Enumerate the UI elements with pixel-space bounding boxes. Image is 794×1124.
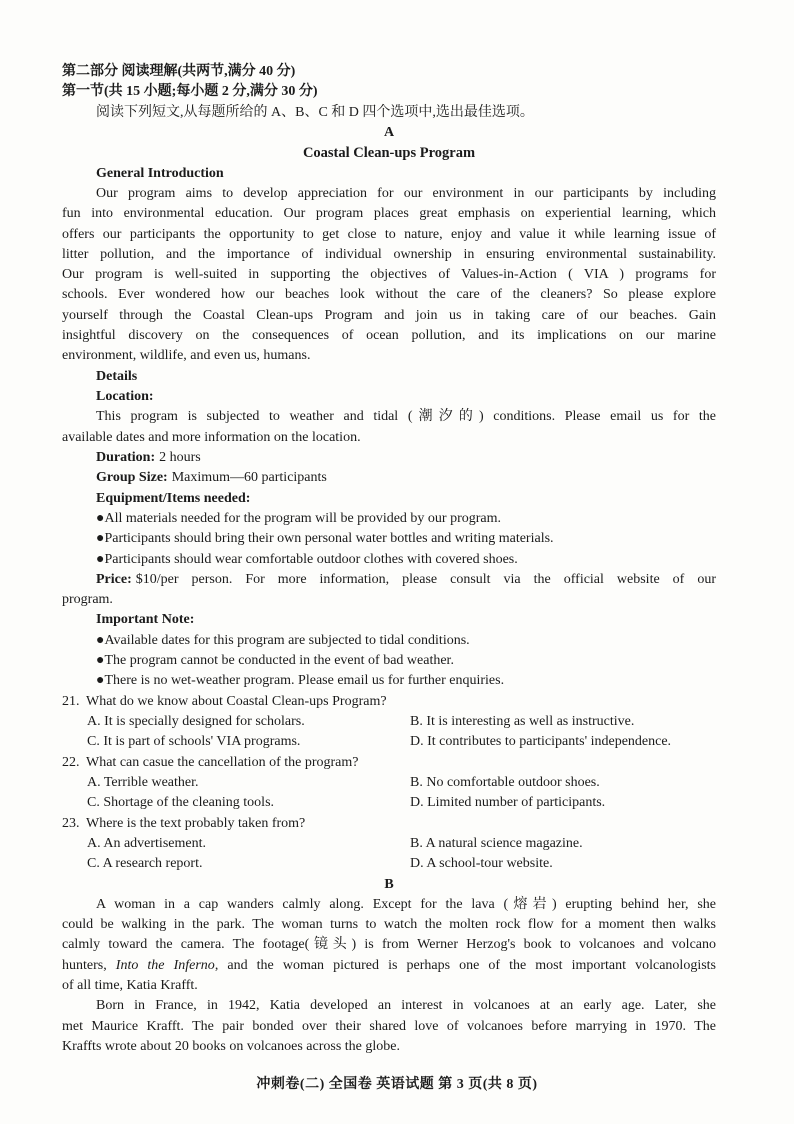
important-note-list	[62, 631, 716, 692]
paragraph-line: could be walking in the park. The woman turns to watch the molten rock flow for a moment then walks	[62, 917, 716, 933]
question-stem	[62, 692, 716, 712]
price-label: Price:	[96, 571, 132, 587]
option-a: A. Terrible weather.	[87, 774, 199, 790]
section-heading: 第一节(共 15 小题;每小题 2 分,满分 30 分)	[62, 84, 318, 100]
question-stem	[62, 753, 716, 773]
question-text: Where is the text probably taken from?	[86, 815, 306, 831]
option-row	[62, 854, 716, 874]
details-heading: Details	[96, 368, 138, 384]
option-c: C. It is part of schools' VIA programs.	[87, 734, 301, 750]
line-text: , and the woman pictured is perhaps one of the most important volcanologists	[214, 957, 716, 973]
option-b: B. It is interesting as well as instructive.	[410, 714, 635, 729]
paragraph-line	[62, 570, 716, 590]
important-note-label: Important Note:	[96, 612, 195, 628]
line-text: hunters,	[62, 957, 116, 973]
option-row	[62, 793, 716, 813]
paragraph-line: of all time, Katia Krafft.	[62, 978, 198, 994]
paragraph-line: insightful discovery on the consequences of ocean pollution, and its implications on our marine	[62, 328, 716, 344]
duration-value: 2 hours	[159, 449, 201, 465]
group-size-label: Group Size:	[96, 470, 168, 486]
option-row	[62, 712, 716, 732]
bullet-icon: ●	[96, 673, 105, 689]
paragraph-line: A woman in a cap wanders calmly along. Except for the lava (熔岩) erupting behind her, she	[96, 896, 716, 912]
question-21	[62, 692, 716, 753]
location-label: Location:	[96, 389, 154, 404]
passage-a-title: Coastal Clean-ups Program	[302, 145, 476, 162]
option-a: A. An advertisement.	[87, 835, 206, 851]
price-paragraph	[62, 570, 716, 611]
option-row	[62, 773, 716, 793]
paragraph-line: met Maurice Krafft. The pair bonded over their shared love of volcanoes before marrying in 1970. The	[62, 1018, 716, 1034]
paragraph-line: available dates and more information on the location.	[62, 429, 361, 445]
option-d: D. It contributes to participants' independence.	[410, 734, 672, 750]
bullet-icon: ●	[96, 653, 105, 669]
paragraph-line	[62, 956, 716, 976]
paragraph-line: This program is subjected to weather and tidal (潮汐的) conditions. Please email us for the	[96, 409, 716, 425]
paragraph-line: Born in France, in 1942, Katia developed an interest in volcanoes at an early age. Later, she	[96, 998, 716, 1014]
intro-heading: General Introduction	[96, 165, 224, 181]
list-item	[62, 671, 716, 691]
paragraph-line: Our program aims to develop appreciation for our environment in our participants by including	[96, 185, 716, 201]
paragraph-line: offers our participants the opportunity to get close to nature, enjoy and value it while learning issue of	[62, 226, 716, 242]
question-text: What can casue the cancellation of the program?	[86, 754, 359, 770]
question-23	[62, 814, 716, 875]
list-item-text: Participants should bring their own personal water bottles and writing materials.	[104, 531, 554, 547]
question-number: 23.	[62, 815, 80, 831]
list-item-text: There is no wet-weather program. Please email us for further enquiries.	[104, 673, 505, 689]
instructions: 阅读下列短文,从每题所给的 A、B、C 和 D 四个选项中,选出最佳选项。	[96, 104, 534, 120]
bullet-icon: ●	[96, 531, 105, 547]
option-b: B. A natural science magazine.	[410, 835, 583, 851]
option-b: B. No comfortable outdoor shoes.	[410, 774, 600, 790]
list-item-text: Available dates for this program are subjected to tidal conditions.	[104, 632, 470, 648]
list-item-text: The program cannot be conducted in the event of bad weather.	[104, 653, 454, 669]
bullet-icon: ●	[96, 551, 105, 567]
question-22	[62, 753, 716, 814]
option-d: D. A school-tour website.	[410, 856, 553, 872]
passage-b-label: B	[384, 876, 394, 892]
passage-b-paragraph-2	[62, 996, 716, 1057]
question-stem	[62, 814, 716, 834]
list-item	[62, 651, 716, 671]
equipment-label: Equipment/Items needed:	[96, 490, 251, 506]
list-item-text: Participants should wear comfortable outdoor clothes with covered shoes.	[104, 551, 518, 567]
list-item	[62, 631, 716, 651]
option-a: A. It is specially designed for scholars.	[87, 714, 305, 729]
question-number: 22.	[62, 754, 80, 770]
option-row	[62, 834, 716, 854]
part-heading: 第二部分 阅读理解(共两节,满分 40 分)	[62, 64, 296, 79]
passage-a-label: A	[383, 124, 395, 140]
option-d: D. Limited number of participants.	[410, 795, 606, 811]
book-title: Into the Inferno	[115, 957, 215, 973]
group-size-row	[62, 468, 716, 488]
paragraph-line: calmly toward the camera. The footage(镜头) is from Werner Herzog's book to volcanoes and volcano	[62, 937, 716, 953]
duration-label: Duration:	[96, 449, 156, 465]
list-item	[62, 550, 716, 570]
location-paragraph	[62, 407, 716, 448]
option-c: C. A research report.	[87, 856, 203, 872]
question-number: 21.	[62, 693, 80, 709]
paragraph-line: schools. Ever wondered how our beaches look without the care of the cleaners? So please explore	[62, 287, 716, 303]
list-item	[62, 509, 716, 529]
option-c: C. Shortage of the cleaning tools.	[87, 795, 275, 811]
passage-b-paragraph-1	[62, 895, 716, 997]
group-size-value: Maximum—60 participants	[171, 470, 327, 486]
list-item-text: All materials needed for the program will be provided by our program.	[104, 510, 502, 526]
paragraph-line: Kraffts wrote about 20 books on volcanoes across the globe.	[62, 1039, 400, 1054]
paragraph-line: yourself through the Coastal Clean-ups Program and join us in taking care of our beaches. Gain	[62, 307, 716, 323]
page-footer: 冲刺卷(二) 全国卷 英语试题 第 3 页(共 8 页)	[256, 1077, 538, 1092]
paragraph-line: Our program is well-suited in supporting the objectives of Values-in-Action ( VIA ) programs for	[62, 267, 716, 283]
paragraph-line: environment, wildlife, and even us, humans.	[62, 348, 311, 364]
duration-row	[62, 448, 716, 468]
bullet-icon: ●	[96, 510, 105, 526]
equipment-list	[62, 509, 716, 570]
paragraph-line: fun into environmental education. Our program places great emphasis on experiential learning, which	[62, 206, 716, 222]
paragraph-line: litter pollution, and the importance of individual ownership in ensuring environmental sustainability.	[62, 246, 716, 262]
bullet-icon: ●	[96, 632, 105, 648]
intro-paragraph	[62, 184, 716, 367]
option-row	[62, 732, 716, 752]
exam-page	[62, 62, 716, 1057]
question-text: What do we know about Coastal Clean-ups Program?	[86, 693, 387, 709]
price-text: $10/per person. For more information, please consult via the official website of our	[135, 571, 716, 587]
list-item	[62, 529, 716, 549]
paragraph-line: program.	[62, 592, 113, 608]
